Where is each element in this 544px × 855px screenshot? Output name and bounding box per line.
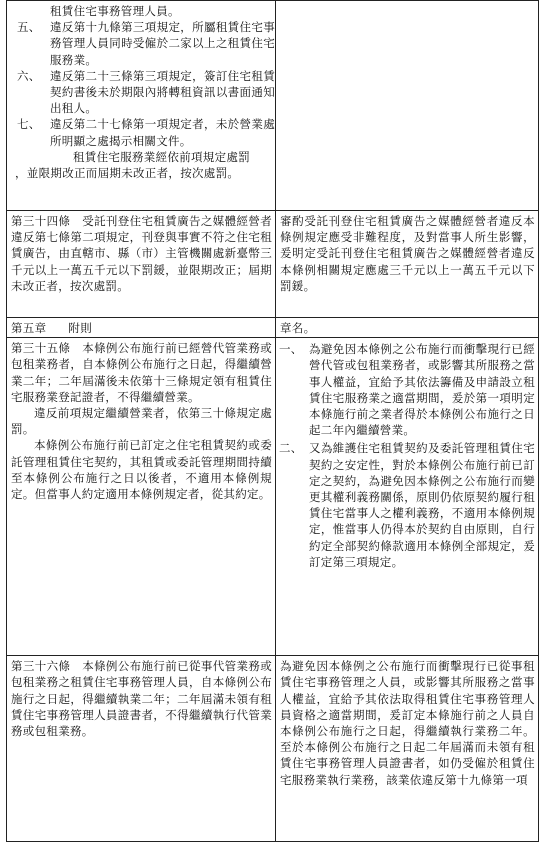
- comparison-table: [6, 0, 539, 842]
- article-35-paragraph-1: 第三十五條 本條例公布施行前已經營代管業務或包租業務者，自本條例公布施行之日起，得繼續營業二年；二年屆滿後未依第十三條規定領有租賃住宅服務業登記證者，不得繼續營業。: [11, 341, 272, 404]
- item-text: 為避免因本條例之公布施行而衝擊現行已經營代管或包租業務者，或影響其所服務之當事人權益，宜給予其依法籌備及申請設立租賃住宅服務業之適當期間，爰於第一項明定本條施行前之業者得於本條例公布施行之日起二年內繼續營業。: [309, 342, 535, 438]
- table-row: [7, 1, 539, 211]
- article-34-text: 第三十四條 受託刊登住宅租賃廣告之媒體經營者違反第七條第二項規定，刊登與事實不符之住宅租賃廣告，由直轄市、縣（市）主管機關處新臺幣三千元以上一萬五千元以下罰鍰，並限期改正；屆期未改正者，按次處罰。: [11, 214, 272, 293]
- list-item: [276, 440, 535, 570]
- table-row: [7, 656, 539, 842]
- paragraph: 租賃住宅服務業經依前項規定處罰: [73, 149, 250, 164]
- explanation-text: [276, 1, 538, 4]
- paragraph: ，並限期改正而屆期未改正者，按次處罰。: [15, 166, 240, 181]
- explanation-cell: [276, 1, 539, 211]
- provision-cell: [7, 1, 276, 211]
- provision-cell: [7, 338, 276, 656]
- explanation-text: 審酌受託刊登住宅租賃廣告之媒體經營者違反本條例規定應受非難程度，及對當事人所生影響，爰明定受託刊登住宅租賃廣告之媒體經營者違反本條例相關規定應處三千元以上一萬五千元以下罰鍰。: [280, 214, 535, 293]
- provision-cell: [7, 211, 276, 318]
- item-number: 七、: [17, 117, 41, 132]
- item-number: 二、: [279, 441, 303, 456]
- item-number: 六、: [17, 68, 41, 83]
- item-number: 五、: [17, 20, 41, 35]
- article-36-text: 第三十六條 本條例公布施行前已從事代管業務或包租業務之租賃住宅事務管理人員，自本條例公布施行之日起，得繼續執業二年；二年屆滿未領有租賃住宅事務管理人員證書者，不得繼續執行代管業務或包租業務。: [11, 659, 272, 739]
- explanation-cell: [276, 211, 539, 318]
- article-35-paragraph-3: 本條例公布施行前已訂定之住宅租賃契約或委託管理租賃住宅契約，其租賃或委託管理期間持續至本條例公布施行之日以後者，不適用本條例規定。但當事人約定適用本條例規定者，從其約定。: [11, 438, 272, 502]
- continued-text: 租賃住宅事務管理人員。: [50, 4, 180, 18]
- table-row: [7, 338, 539, 656]
- list-item: [7, 68, 275, 117]
- explanation-cell: [276, 338, 539, 656]
- chapter-title: 附則: [68, 321, 93, 335]
- list-item: [7, 116, 275, 148]
- item-text: 又為維護住宅租賃契約及委託管理租賃住宅契約之安定性，對於本條例公布施行前已訂定之契約，為避免因本條例之公布施行而變更其權利義務關係，原則仍依原契約履行租賃住宅當事人之權利義務，不適用本條例規定，惟當事人仍得本於契約自由原則，自行約定全部契約條款適用本條例全部規定，爰訂定第三項規定。: [309, 441, 535, 569]
- chapter-cell: [7, 318, 276, 338]
- explanation-text: 為避免因本條例之公布施行而衝擊現行已從事租賃住宅事務管理之人員，或影響其所服務之當事人權益，宜給予其依法取得租賃住宅事務管理人員資格之適當期間，爰訂定本條施行前之人員自本條例公布施行之日起，得繼續執行業務二年。至於本條例公布施行之日起二年屆滿而未領有租賃住宅事務管理人員證書者，如仍受僱於租賃住宅服務業執行業務，該業依違反第十九條第一項: [280, 659, 535, 787]
- explanation-cell: [276, 656, 539, 842]
- provision-cell: [7, 656, 276, 842]
- item-text: 違反第十九條第三項規定，所屬租賃住宅事務管理人員同時受僱於二家以上之租賃住宅服務業。: [50, 20, 275, 67]
- item-text: 違反第二十七條第一項規定者，未於營業處所明顯之處揭示相關文件。: [50, 117, 275, 148]
- table-row: [7, 211, 539, 318]
- explanation-text: 章名。: [280, 321, 316, 335]
- item-text: 違反第二十三條第三項規定，簽訂住宅租賃契約書後未於期限內將轉租資訊以書面通知出租人。: [50, 68, 275, 116]
- list-item: [7, 19, 275, 68]
- list-item: [276, 341, 535, 438]
- explanation-cell: [276, 318, 539, 338]
- article-35-paragraph-2: 違反前項規定繼續營業者，依第三十條規定處罰。: [11, 406, 272, 437]
- chapter-number: 第五章: [11, 321, 47, 335]
- item-number: 一、: [279, 342, 303, 357]
- table-row: [7, 318, 539, 338]
